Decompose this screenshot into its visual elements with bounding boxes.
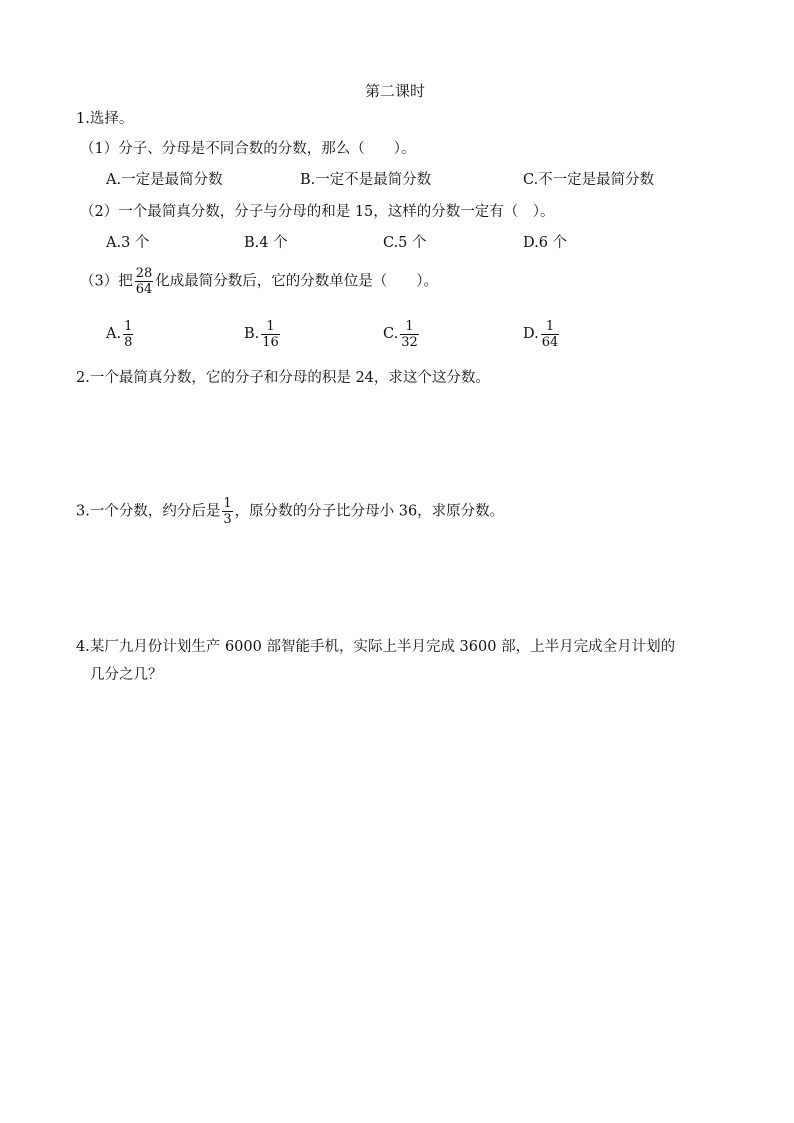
option-fraction [123, 319, 133, 350]
q1-sub2-option-b: B.4 个 [244, 235, 288, 251]
fraction-numerator: 1 [124, 318, 133, 334]
q1-sub3-option-b [244, 318, 282, 350]
q1-sub1-option-b: B.一定不是最简分数 [300, 172, 432, 188]
q2-text: 2.一个最简真分数，它的分子和分母的积是 24，求这个这分数。 [76, 370, 490, 386]
q3-prefix: 3.一个分数，约分后是 [76, 503, 221, 520]
fraction-numerator: 1 [545, 318, 555, 334]
q4-line2: 几分之几？ [90, 667, 163, 683]
fraction-numerator: 28 [135, 266, 153, 281]
fraction-numerator: 1 [405, 318, 414, 334]
q3-text [76, 496, 504, 527]
option-letter: D. [523, 326, 539, 342]
q3-suffix: ，原分数的分子比分母小 36，求原分数。 [234, 503, 505, 520]
page-title: 第二课时 [365, 82, 426, 100]
fraction-28-64 [135, 266, 154, 297]
fraction-numerator: 1 [266, 318, 275, 334]
fraction-numerator: 1 [223, 496, 232, 511]
q1-sub1-option-a: A.一定是最简分数 [106, 172, 223, 188]
q1-sub3-prefix: （3）把 [80, 273, 133, 290]
fraction-denominator: 16 [262, 334, 279, 350]
fraction-denominator: 64 [541, 334, 559, 350]
option-letter: B. [244, 326, 260, 342]
q1-sub3-text [80, 266, 438, 297]
q1-sub1-option-c: C.不一定是最简分数 [523, 172, 655, 188]
q1-sub2-text: （2）一个最简真分数，分子与分母的和是 15，这样的分数一定有（ ）。 [80, 204, 555, 220]
option-fraction [261, 319, 280, 350]
q1-sub3-option-d [523, 318, 561, 350]
option-fraction [541, 319, 560, 350]
q4-line1: 4.某厂九月份计划生产 6000 部智能手机，实际上半月完成 3600 部，上半月完成全月计划的 [76, 639, 676, 655]
fraction-denominator: 3 [223, 512, 232, 527]
q1-heading: 1.选择。 [76, 111, 134, 127]
fraction-denominator: 8 [124, 334, 133, 350]
q1-sub3-option-c [383, 318, 421, 350]
fraction-denominator: 32 [401, 334, 418, 350]
q1-sub2-option-a: A.3 个 [106, 235, 150, 251]
q1-sub3-option-a [106, 318, 135, 350]
fraction-1-3 [222, 496, 232, 527]
q1-sub2-option-c: C.5 个 [383, 235, 427, 251]
q1-sub3-suffix: 化成最简分数后，它的分数单位是（ ）。 [155, 273, 439, 290]
q1-sub1-text: （1）分子、分母是不同合数的分数，那么（ ）。 [80, 141, 416, 157]
option-letter: A. [106, 326, 122, 342]
q1-sub2-option-d: D.6 个 [523, 235, 568, 251]
fraction-denominator: 64 [135, 282, 153, 297]
option-fraction [400, 319, 419, 350]
option-letter: C. [383, 326, 399, 342]
